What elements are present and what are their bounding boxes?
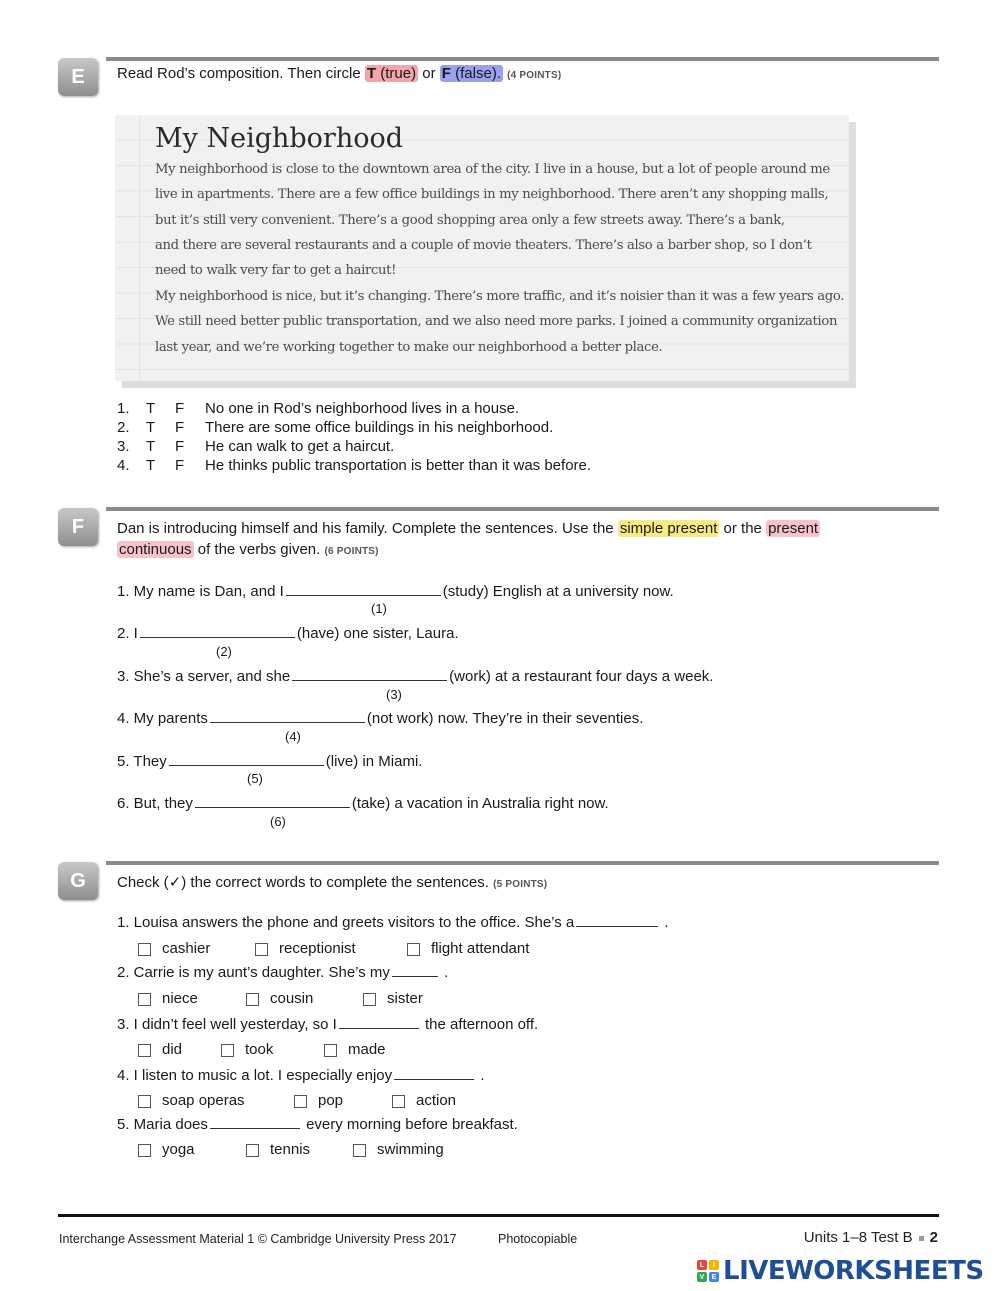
- fill-item: 1. My name is Dan, and I (study) English at a university now.: [117, 583, 674, 600]
- option-checkbox[interactable]: flight attendant: [407, 939, 529, 959]
- answer-blank[interactable]: [210, 709, 365, 723]
- question-item: 2. Carrie is my aunt’s daughter. She’s my .: [117, 964, 449, 981]
- tf-true-option[interactable]: T: [146, 438, 156, 455]
- answer-blank: [392, 963, 438, 977]
- checkbox-icon[interactable]: [392, 1095, 405, 1108]
- page-number: 2: [929, 1229, 938, 1246]
- question-item: 4. I listen to music a lot. I especially enjoy .: [117, 1067, 485, 1084]
- question-item: 3. I didn’t feel well yesterday, so I the afternoon off.: [117, 1016, 539, 1033]
- section-g-rule: [106, 861, 939, 865]
- composition-line: last year, and we’re working together to make our neighborhood a better place.: [155, 340, 663, 355]
- blank-number: (6): [270, 814, 286, 829]
- option-checkbox[interactable]: yoga: [138, 1140, 195, 1160]
- tf-statement: He thinks public transportation is better than it was before.: [205, 457, 592, 474]
- composition-line: but it’s still very convenient. There’s a good shopping area only a few streets away. There’s a bank,: [155, 213, 785, 228]
- checkbox-icon[interactable]: [294, 1095, 307, 1108]
- option-checkbox[interactable]: cashier: [138, 939, 210, 959]
- logo-square: L: [697, 1260, 707, 1270]
- section-e-points: (4 POINTS): [507, 70, 562, 81]
- option-checkbox[interactable]: action: [392, 1091, 456, 1111]
- fill-item: 2. I (have) one sister, Laura.: [117, 625, 459, 642]
- checkbox-icon[interactable]: [138, 1095, 151, 1108]
- true-label-text: (true): [380, 65, 417, 82]
- section-f-badge: F: [58, 508, 98, 546]
- checkbox-icon[interactable]: [324, 1044, 337, 1057]
- option-checkbox[interactable]: cousin: [246, 989, 313, 1009]
- logo-square: E: [709, 1272, 719, 1282]
- present-highlight: present: [768, 520, 819, 537]
- checkbox-icon[interactable]: [246, 1144, 259, 1157]
- tf-true-option[interactable]: T: [146, 457, 156, 474]
- composition-line: live in apartments. There are a few office buildings in my neighborhood. There aren’t any shopping malls,: [155, 187, 829, 202]
- answer-blank: [210, 1115, 300, 1129]
- blank-number: (3): [386, 687, 402, 702]
- question-item: 5. Maria does every morning before breakfast.: [117, 1116, 518, 1133]
- section-f-rule: [106, 507, 939, 511]
- check-mark-icon: ✓: [168, 874, 182, 891]
- composition-line: My neighborhood is nice, but it’s changing. There’s more traffic, and it’s noisier than it was a few years ago.: [155, 289, 845, 304]
- option-checkbox[interactable]: soap operas: [138, 1091, 245, 1111]
- option-checkbox[interactable]: receptionist: [255, 939, 356, 959]
- composition-line: and there are several restaurants and a couple of movie theaters. There’s also a barber shop, so I don’t: [155, 238, 812, 253]
- option-checkbox[interactable]: did: [138, 1040, 182, 1060]
- continuous-highlight: continuous: [119, 541, 192, 558]
- logo-squares-icon: [697, 1260, 719, 1282]
- section-e-badge: E: [58, 58, 98, 96]
- answer-blank: [576, 913, 658, 927]
- tf-false-option[interactable]: F: [175, 400, 185, 417]
- footer-photocopiable: Photocopiable: [498, 1232, 578, 1246]
- logo-square: V: [697, 1272, 707, 1282]
- option-checkbox[interactable]: swimming: [353, 1140, 444, 1160]
- checkbox-icon[interactable]: [138, 1044, 151, 1057]
- fill-item: 3. She’s a server, and she (work) at a restaurant four days a week.: [117, 668, 714, 685]
- composition-line: need to walk very far to get a haircut!: [155, 263, 397, 278]
- fill-item: 4. My parents (not work) now. They’re in their seventies.: [117, 710, 644, 727]
- logo-square: I: [709, 1260, 719, 1270]
- tf-false-option[interactable]: F: [175, 438, 185, 455]
- answer-blank[interactable]: [140, 624, 295, 638]
- tf-false-option[interactable]: F: [175, 419, 185, 436]
- checkbox-icon[interactable]: [138, 943, 151, 956]
- footer-copyright: Interchange Assessment Material 1 © Cambridge University Press 2017: [59, 1232, 457, 1246]
- blank-number: (2): [216, 644, 232, 659]
- section-g-instruction: Check (✓) the correct words to complete the sentences. (5 POINTS): [117, 874, 548, 891]
- checkbox-icon[interactable]: [363, 993, 376, 1006]
- footer-units: Units 1–8 Test B: [803, 1229, 913, 1246]
- tf-item-number: 2.: [117, 419, 130, 436]
- section-e-instruction: Read Rod’s composition. Then circle T (true) or F (false). (4 POINTS): [117, 65, 562, 82]
- fill-item: 5. They (live) in Miami.: [117, 753, 423, 770]
- composition-title: My Neighborhood: [155, 123, 404, 154]
- tf-item-number: 4.: [117, 457, 130, 474]
- checkbox-icon[interactable]: [353, 1144, 366, 1157]
- checkbox-icon[interactable]: [255, 943, 268, 956]
- composition-line: We still need better public transportation, and we also need more parks. I joined a community organization: [155, 314, 838, 329]
- tf-item-number: 3.: [117, 438, 130, 455]
- tf-statement: He can walk to get a haircut.: [205, 438, 395, 455]
- false-label-highlight: F (false).: [441, 65, 501, 82]
- section-e-rule: [106, 57, 939, 61]
- option-checkbox[interactable]: made: [324, 1040, 386, 1060]
- checkbox-icon[interactable]: [138, 993, 151, 1006]
- blank-number: (4): [285, 729, 301, 744]
- section-g-badge: G: [58, 862, 98, 900]
- answer-blank: [394, 1066, 474, 1080]
- answer-blank: [339, 1015, 419, 1029]
- blank-number: (1): [371, 601, 387, 616]
- option-checkbox[interactable]: niece: [138, 989, 198, 1009]
- answer-blank[interactable]: [286, 582, 441, 596]
- tf-true-option[interactable]: T: [146, 400, 156, 417]
- composition-card: [115, 115, 849, 381]
- simple-present-highlight: simple present: [619, 520, 718, 537]
- section-f-points: (6 POINTS): [324, 546, 379, 557]
- answer-blank[interactable]: [169, 752, 324, 766]
- checkbox-icon[interactable]: [246, 993, 259, 1006]
- tf-item-number: 1.: [117, 400, 130, 417]
- composition-line: My neighborhood is close to the downtown area of the city. I live in a house, but a lot of people around me: [155, 162, 830, 177]
- option-checkbox[interactable]: pop: [294, 1091, 343, 1111]
- blank-number: (5): [247, 771, 263, 786]
- option-checkbox[interactable]: took: [221, 1040, 273, 1060]
- section-g-points: (5 POINTS): [493, 879, 548, 890]
- false-label-text: (false).: [455, 65, 501, 82]
- tf-statement: There are some office buildings in his neighborhood.: [205, 419, 554, 436]
- answer-blank[interactable]: [195, 794, 350, 808]
- checkbox-icon[interactable]: [221, 1044, 234, 1057]
- checkbox-icon[interactable]: [138, 1144, 151, 1157]
- liveworksheets-logo: [697, 1256, 984, 1286]
- separator-icon: [919, 1236, 924, 1241]
- tf-true-option[interactable]: T: [146, 419, 156, 436]
- question-item: 1. Louisa answers the phone and greets visitors to the office. She’s a .: [117, 914, 669, 931]
- option-checkbox[interactable]: tennis: [246, 1140, 310, 1160]
- option-checkbox[interactable]: sister: [363, 989, 423, 1009]
- fill-item: 6. But, they (take) a vacation in Australia right now.: [117, 795, 609, 812]
- tf-false-option[interactable]: F: [175, 457, 185, 474]
- true-label-highlight: T (true): [366, 65, 417, 82]
- footer-rule: [58, 1214, 939, 1217]
- logo-text: LIVEWORKSHEETS: [723, 1256, 984, 1286]
- section-f-instruction: Dan is introducing himself and his family. Complete the sentences. Use the simple present or the present continuous of the verbs given. (6 POINTS): [117, 520, 819, 558]
- checkbox-icon[interactable]: [407, 943, 420, 956]
- tf-statement: No one in Rod’s neighborhood lives in a house.: [205, 400, 520, 417]
- answer-blank[interactable]: [292, 667, 447, 681]
- footer-page-info: [804, 1229, 938, 1246]
